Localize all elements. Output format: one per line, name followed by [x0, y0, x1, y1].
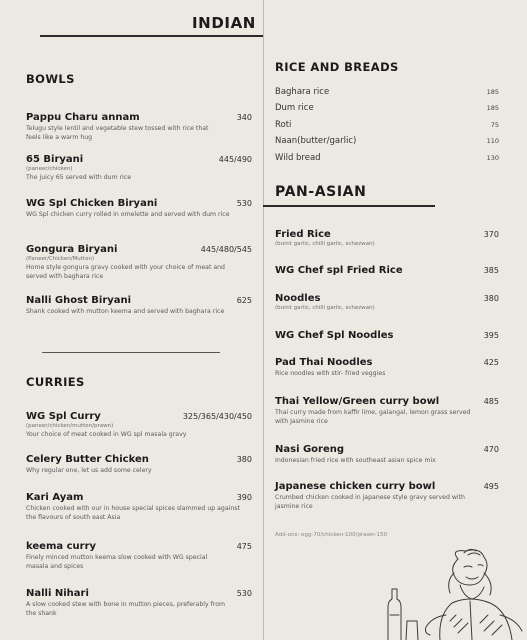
item-price: 390	[236, 493, 252, 502]
item-description: Indonesian fried rice with southeast asian spice mix	[275, 457, 436, 464]
menu-item	[26, 243, 252, 281]
menu-item	[275, 395, 499, 426]
menu-item	[26, 587, 252, 618]
item-name: Dum rice	[275, 103, 314, 113]
item-price: 325/365/430/450	[182, 412, 252, 421]
item-name: Roti	[275, 120, 292, 130]
item-name: Nalli Nihari	[26, 588, 89, 599]
section-divider	[42, 352, 220, 353]
item-description: Rice noodles with stir- fried veggies	[275, 370, 386, 377]
item-price: 425	[483, 358, 499, 367]
menu-item	[275, 356, 499, 378]
menu-item	[26, 153, 252, 182]
item-price: 530	[236, 589, 252, 598]
rice-breads-heading: RICE AND BREADS	[275, 60, 399, 74]
item-name: Pad Thai Noodles	[275, 357, 373, 368]
item-price: 380	[236, 455, 252, 464]
menu-item	[26, 111, 252, 142]
menu-item	[275, 136, 499, 146]
item-variants: (paneer/chicken/mutton/prawn)	[26, 423, 114, 429]
menu-item	[26, 294, 252, 316]
item-price: 380	[483, 294, 499, 303]
item-description: Shank cooked with mutton keema and served with baghara rice	[26, 308, 225, 315]
chef-sketch-illustration	[380, 545, 527, 640]
menu-item	[26, 410, 252, 439]
item-price: 385	[483, 266, 499, 275]
pan-asian-heading: PAN-ASIAN	[275, 184, 367, 200]
title-underline	[40, 35, 263, 37]
item-price: 340	[236, 113, 252, 122]
item-price: 470	[483, 445, 499, 454]
menu-item	[275, 329, 499, 342]
item-name: Noodles	[275, 293, 321, 304]
item-price: 495	[483, 482, 499, 491]
item-price: 475	[236, 542, 252, 551]
item-name: Pappu Charu annam	[26, 112, 140, 123]
item-name: Celery Butter Chicken	[26, 454, 149, 465]
page-title: INDIAN	[192, 14, 256, 32]
menu-item	[26, 540, 252, 571]
item-description: The juicy 65 served with dum rice	[26, 174, 132, 181]
item-name: Gongura Biryani	[26, 244, 118, 255]
item-description: Your choice of meat cooked in WG spl masala gravy	[26, 431, 187, 438]
item-description: Finely minced mutton keema slow cooked with WG special masala and spices	[26, 554, 208, 570]
item-price: 530	[236, 199, 252, 208]
item-price: 185	[486, 88, 499, 96]
item-name: WG Chef Spl Noodles	[275, 330, 394, 341]
item-price: 625	[236, 296, 252, 305]
menu-item	[275, 87, 499, 97]
item-price: 445/490	[218, 155, 252, 164]
menu-item	[26, 491, 252, 522]
menu-item	[26, 453, 252, 475]
item-name: WG Spl Curry	[26, 411, 101, 422]
item-description: A slow cooked stew with bone in mutton pieces, preferably from the shank	[26, 601, 226, 617]
menu-item	[275, 480, 499, 511]
item-name: keema curry	[26, 541, 97, 552]
item-price: 370	[483, 230, 499, 239]
item-name: Nalli Ghost Biryani	[26, 295, 132, 306]
item-price: 75	[490, 121, 499, 129]
bowls-heading: BOWLS	[26, 72, 75, 86]
item-name: Nasi Goreng	[275, 444, 345, 455]
item-name: WG Spl Chicken Biryani	[26, 198, 158, 209]
item-variants: (burnt garlic, chilli garlic, schezwan)	[275, 241, 375, 247]
item-name: Baghara rice	[275, 87, 330, 97]
item-name: Japanese chicken curry bowl	[275, 481, 436, 492]
curries-heading: CURRIES	[26, 375, 85, 389]
item-price: 130	[486, 154, 499, 162]
item-description: Crumbed chicken cooked in japanese style gravy served with jasmine rice	[275, 494, 465, 510]
item-variants: (paneer/chicken)	[26, 166, 73, 172]
menu-item	[275, 103, 499, 113]
menu-item	[275, 153, 499, 163]
item-name: Fried Rice	[275, 229, 331, 240]
item-description: Why regular one, let us add some celery	[26, 467, 152, 474]
addons-note: Add-ons: egg-70/chicken-100/prawn-150	[275, 532, 388, 538]
item-price: 110	[486, 137, 499, 145]
item-price: 395	[483, 331, 499, 340]
item-variants: (burnt garlic, chilli garlic, schezwan)	[275, 305, 375, 311]
item-name: 65 Biryani	[26, 154, 84, 165]
menu-item	[275, 228, 499, 248]
menu-item	[275, 264, 499, 277]
item-description: Home style gongura gravy cooked with your choice of meat and served with baghara rice	[26, 264, 225, 280]
menu-item	[275, 443, 499, 465]
item-name: Thai Yellow/Green curry bowl	[275, 396, 440, 407]
item-price: 445/480/545	[200, 245, 252, 254]
pan-asian-underline	[263, 205, 435, 207]
menu-item	[275, 292, 499, 312]
item-description: Telugu style lentil and vegetable stew tossed with rice that feels like a warm hug	[26, 125, 209, 141]
item-description: Chicken cooked with our in house special spices slammed up against the flavours of south east Asia	[26, 505, 240, 521]
item-name: Naan(butter/garlic)	[275, 136, 357, 146]
column-divider	[263, 0, 264, 640]
item-name: WG Chef spl Fried Rice	[275, 265, 403, 276]
item-description: Thai curry made from kaffir lime, galangal, lemon grass served with Jasmine rice	[275, 409, 471, 425]
item-description: WG Spl chicken curry rolled in omelette and served with dum rice	[26, 211, 230, 218]
item-name: Kari Ayam	[26, 492, 84, 503]
item-variants: (Paneer/Chicken/Mutton)	[26, 256, 95, 262]
menu-item	[26, 197, 252, 219]
item-price: 485	[483, 397, 499, 406]
menu-item	[275, 120, 499, 130]
item-name: Wild bread	[275, 153, 321, 163]
item-price: 185	[486, 104, 499, 112]
